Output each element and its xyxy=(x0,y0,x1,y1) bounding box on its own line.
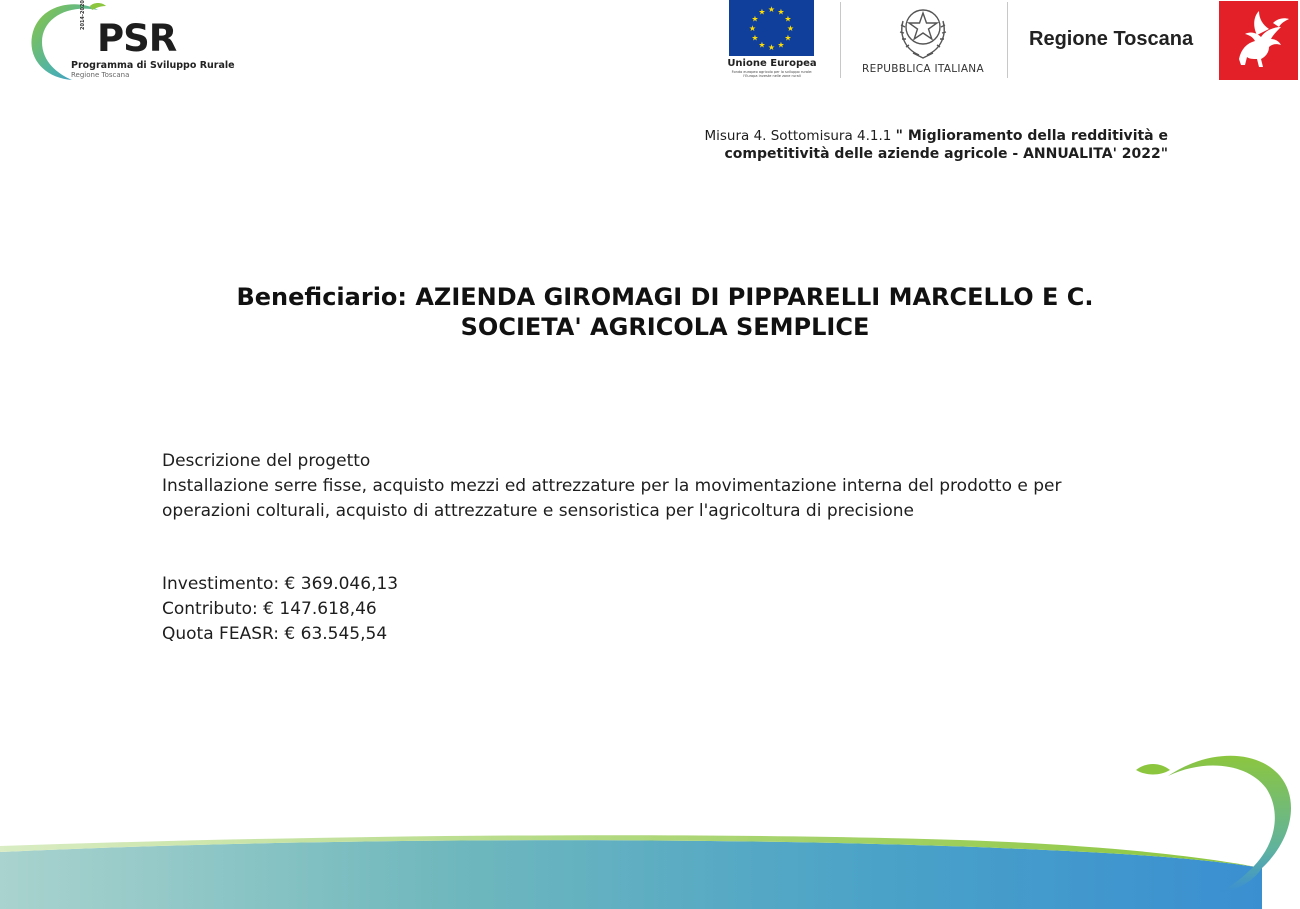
measure-title: " Miglioramento della redditività e competitività delle aziende agricole - ANNUALITA' 2022" xyxy=(724,128,1168,162)
project-description-text: Installazione serre fisse, acquisto mezzi ed attrezzature per la movimentazione interna del prodotto e per operazioni colturali, acquisto di attrezzature e sensoristica per l'agricoltura di precisione xyxy=(162,476,1062,521)
svg-text:★: ★ xyxy=(784,33,792,43)
psr-program-name: Programma di Sviluppo Rurale xyxy=(71,60,235,71)
psr-logo xyxy=(28,0,235,82)
svg-text:★: ★ xyxy=(758,40,766,50)
eu-logo xyxy=(727,0,817,82)
investimento-value: Investimento: € 369.046,13 xyxy=(162,574,399,594)
svg-text:★: ★ xyxy=(777,7,785,17)
financials-block xyxy=(162,572,762,647)
svg-text:★: ★ xyxy=(751,14,759,24)
repubblica-italiana-text: REPUBBLICA ITALIANA xyxy=(862,63,984,75)
eu-flag-icon xyxy=(729,0,814,56)
psr-years: 2014-2020 xyxy=(80,0,86,30)
header-divider xyxy=(840,2,841,78)
italian-emblem-icon xyxy=(895,1,951,61)
project-description-heading: Descrizione del progetto xyxy=(162,451,371,471)
svg-text:★: ★ xyxy=(767,5,776,14)
psr-region-name: Regione Toscana xyxy=(71,71,130,79)
beneficiary-heading xyxy=(160,282,1170,342)
header-divider xyxy=(1007,2,1008,78)
regione-toscana-name: Regione Toscana xyxy=(1029,28,1194,50)
quota-feasr-value: Quota FEASR: € 63.545,54 xyxy=(162,624,388,644)
beneficiary-line-2: SOCIETA' AGRICOLA SEMPLICE xyxy=(460,313,870,341)
contributo-value: Contributo: € 147.618,46 xyxy=(162,599,377,619)
footer-wave-decoration xyxy=(0,740,1300,909)
pegasus-flag-icon xyxy=(1219,1,1298,80)
svg-text:★: ★ xyxy=(777,40,785,50)
svg-text:★: ★ xyxy=(748,24,757,33)
svg-text:★: ★ xyxy=(751,33,759,43)
svg-text:★: ★ xyxy=(767,43,776,52)
eu-subtitle: Fondo europeo agricolo per lo sviluppo rurale: l'Europa investe nelle zone rurali xyxy=(731,70,813,78)
svg-text:★: ★ xyxy=(784,14,792,24)
svg-text:★: ★ xyxy=(758,7,766,17)
measure-prefix: Misura 4. Sottomisura 4.1.1 xyxy=(704,128,896,144)
project-description-block xyxy=(162,449,1142,524)
beneficiary-line-1: Beneficiario: AZIENDA GIROMAGI DI PIPPARELLI MARCELLO E C. xyxy=(236,283,1094,311)
svg-text:★: ★ xyxy=(786,24,795,33)
eu-title: Unione Europea xyxy=(727,58,817,69)
psr-mark: PSR xyxy=(97,17,177,60)
repubblica-italiana-logo xyxy=(858,0,988,82)
measure-reference xyxy=(608,127,1168,163)
